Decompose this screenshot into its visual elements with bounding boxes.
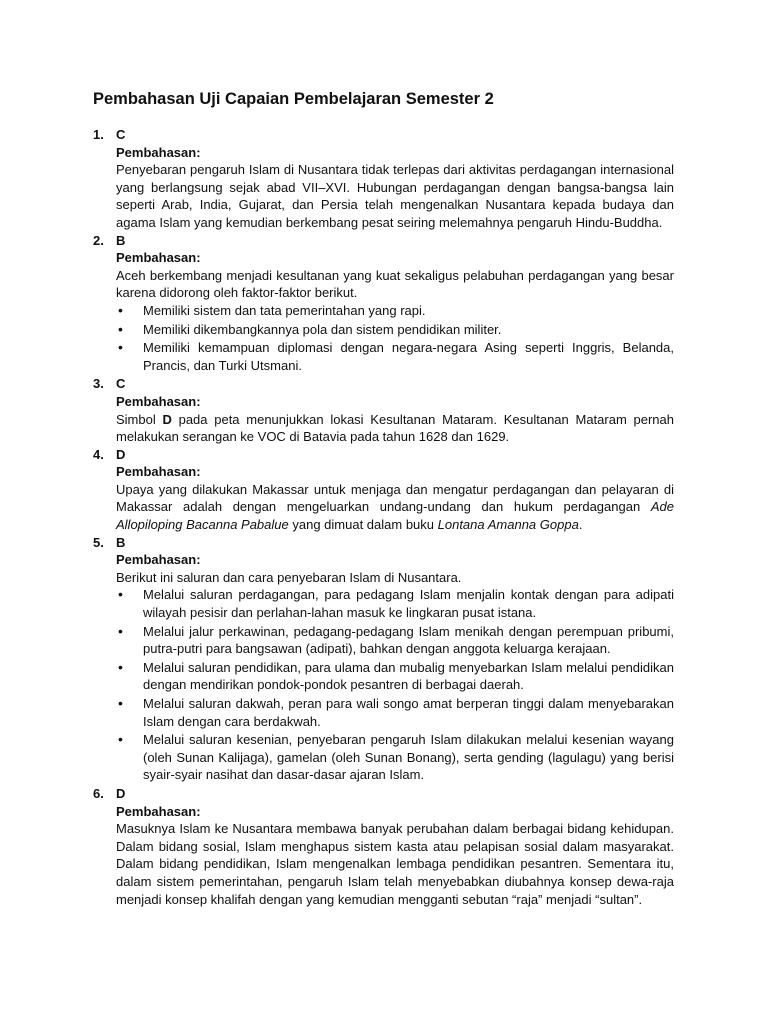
explanation-label: Pembahasan:: [116, 464, 201, 480]
item-number: 2.: [93, 232, 104, 248]
explanation-label: Pembahasan:: [116, 552, 201, 568]
bullet-icon: [116, 321, 143, 339]
list-item: • Melalui saluran pendidikan, para ulama dan mubalig menyebarkan Islam melalui pendidikan dengan mendirikan pondok-pondok pesantren di berbagai daerah.: [116, 659, 674, 694]
bullet-icon: [116, 695, 143, 730]
bullet-icon: [116, 586, 143, 621]
explanation-text: Berikut ini saluran dan cara penyebaran Islam di Nusantara.: [116, 569, 462, 585]
page-title: Pembahasan Uji Capaian Pembelajaran Semester 2: [93, 90, 494, 108]
list-item: • Melalui saluran kesenian, penyebaran pengaruh Islam dilakukan melalui kesenian wayang (oleh Sunan Kalijaga), gamelan (oleh Sunan Bonang), serta gending (lagulagu) yang berisi syair-syair nasihat dan dasar-dasar ajaran Islam.: [116, 731, 674, 784]
answer-letter: C: [116, 127, 126, 142]
bullet-list: [116, 586, 674, 784]
bullet-icon: [116, 339, 143, 374]
answer-item-5: [93, 534, 674, 785]
explanation-text: Upaya yang dilakukan Makassar untuk menjaga dan mengatur perdagangan dan pelayaran di Makassar adalah dengan mengeluarkan undang-undang dan hukum perdagangan Ade Allopiloping Bacanna Pabalue yang dimuat dalam buku Lontana Amanna Goppa.: [116, 481, 674, 533]
answer-item-2: [93, 232, 674, 376]
list-item: • Memiliki sistem dan tata pemerintahan yang rapi.: [116, 302, 674, 320]
bullet-icon: [116, 731, 143, 784]
bullet-list: [116, 302, 674, 374]
explanation-label: Pembahasan:: [116, 803, 201, 819]
answer-letter: D: [116, 446, 126, 462]
answer-letter: B: [116, 534, 126, 550]
bullet-icon: [116, 302, 143, 320]
answer-letter: C: [116, 376, 126, 392]
list-item: • Melalui saluran perdagangan, para pedagang Islam menjalin kontak dengan para adipati wilayah pesisir dan perlahan-lahan masuk ke lingkaran pusat istana.: [116, 586, 674, 621]
explanation-label: Pembahasan:: [116, 144, 201, 160]
list-item: • Memiliki dikembangkannya pola dan sistem pendidikan militer.: [116, 321, 674, 339]
answer-letter: B: [116, 232, 126, 248]
explanation-text: Aceh berkembang menjadi kesultanan yang kuat sekaligus pelabuhan perdagangan yang besar karena didorong oleh faktor-faktor berikut.: [116, 267, 674, 301]
answer-item-1: [93, 126, 674, 232]
explanation-text: Masuknya Islam ke Nusantara membawa banyak perubahan dalam berbagai bidang kehidupan. Dalam bidang sosial, Islam menghapus sistem kasta atau pelapisan sosial dalam masyarakat. Dalam bidang pendidikan, Islam mengenalkan lembaga pendidikan pesantren. Sementara itu, dalam sistem pemerintahan, pengaruh Islam telah menyebabkan diubahnya konsep dewa-raja menjadi konsep khalifah dengan yang kemudian mengganti sebutan “raja” menjadi “sultan”.: [116, 821, 674, 907]
explanation-text: Simbol D pada peta menunjukkan lokasi Kesultanan Mataram. Kesultanan Mataram pernah melakukan serangan ke VOC di Batavia pada tahun 1628 dan 1629.: [116, 411, 674, 445]
item-number: 6.: [93, 785, 104, 801]
explanation-label: Pembahasan:: [116, 393, 201, 409]
list-item: • Melalui saluran dakwah, peran para wali songo amat berperan tinggi dalam menyebarakan Islam dengan cara berdakwah.: [116, 695, 674, 730]
answer-item-3: [93, 375, 674, 445]
bullet-icon: [116, 659, 143, 694]
item-number: 3.: [93, 376, 104, 392]
explanation-text: Penyebaran pengaruh Islam di Nusantara tidak terlepas dari aktivitas perdagangan internasional yang berlangsung sejak abad VII–XVI. Hubungan perdagangan dengan bangsa-bangsa lain seperti Arab, India, Gujarat, dan Persia telah mengenalkan Nusantara kepada budaya dan agama Islam yang kemudian berkembang pesat seiring melemahnya pengaruh Hindu-Buddha.: [116, 162, 674, 230]
item-number: 1.: [93, 127, 104, 142]
explanation-label: Pembahasan:: [116, 250, 201, 266]
list-item: • Melalui jalur perkawinan, pedagang-pedagang Islam menikah dengan perempuan pribumi, putra-putri para bangsawan (adipati), bahkan dengan anggota keluarga kerajaan.: [116, 623, 674, 658]
bullet-icon: [116, 623, 143, 658]
item-number: 4.: [93, 446, 104, 462]
answer-item-4: [93, 446, 674, 534]
list-item: • Memiliki kemampuan diplomasi dengan negara-negara Asing seperti Inggris, Belanda, Prancis, dan Turki Utsmani.: [116, 339, 674, 374]
answer-letter: D: [116, 785, 126, 801]
item-number: 5.: [93, 534, 104, 550]
answer-item-6: [93, 785, 674, 908]
